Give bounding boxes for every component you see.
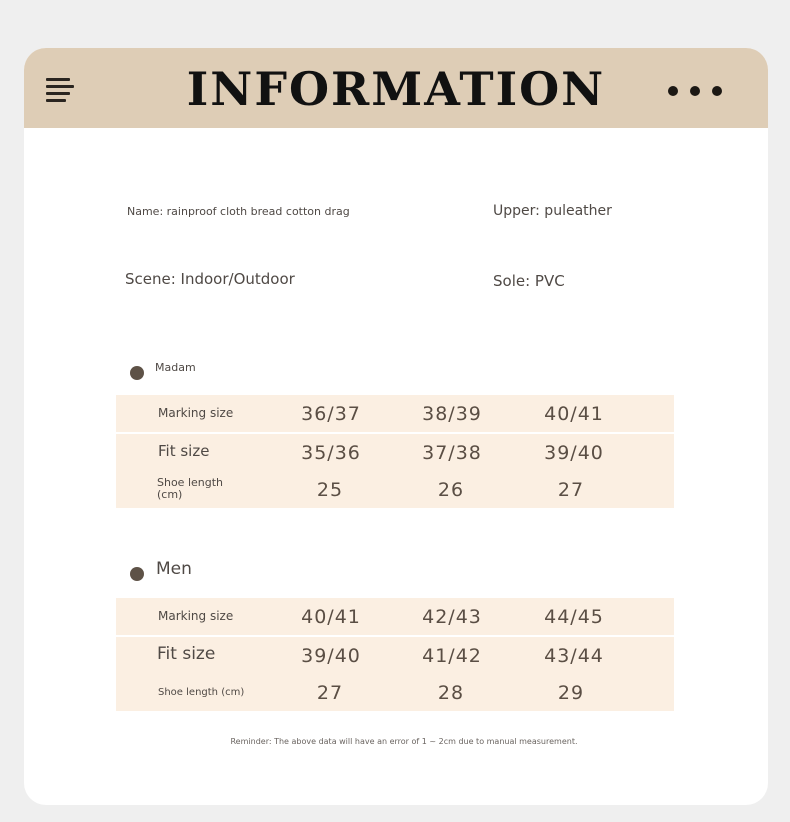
row-label: Marking size [158,406,234,420]
table-cell: 42/43 [422,606,482,628]
table-cell: 44/45 [544,606,604,628]
table-cell: 25 [316,479,344,501]
header-bar [24,48,768,128]
sole-material: Sole: PVC [493,272,565,290]
table-cell: 36/37 [301,403,361,425]
table-cell: 27 [316,682,344,704]
table-cell: 37/38 [422,442,482,464]
page-title: INFORMATION [186,62,606,116]
madam-heading: Madam [155,361,196,374]
row-label: Fit size [158,442,210,460]
table-row [116,434,674,471]
table-cell: 40/41 [301,606,361,628]
row-label: Fit size [157,644,216,664]
row-label: Marking size [158,609,234,623]
table-cell: 27 [557,479,585,501]
table-row [116,395,674,432]
table-cell: 39/40 [301,645,361,667]
reminder-note: Reminder: The above data will have an error of 1 ~ 2cm due to manual measurement. [230,737,578,746]
upper-material: Upper: puleather [493,203,612,219]
row-label: Shoe length (cm) [158,687,245,698]
table-cell: 39/40 [544,442,604,464]
row-label: Shoe length (cm) [157,476,224,501]
men-bullet-icon [130,567,144,581]
scene: Scene: Indoor/Outdoor [125,270,295,288]
table-cell: 41/42 [422,645,482,667]
table-cell: 43/44 [544,645,604,667]
product-name: Name: rainproof cloth bread cotton drag [127,205,350,218]
table-row [116,471,674,508]
table-cell: 26 [437,479,465,501]
table-cell: 38/39 [422,403,482,425]
more-dots-icon[interactable] [664,86,720,98]
table-cell: 29 [557,682,585,704]
table-row [116,598,674,635]
info-card [24,48,768,805]
table-cell: 35/36 [301,442,361,464]
table-row [116,637,674,674]
table-cell: 40/41 [544,403,604,425]
men-heading: Men [156,559,192,579]
madam-bullet-icon [130,366,144,380]
table-cell: 28 [437,682,465,704]
table-row [116,674,674,711]
